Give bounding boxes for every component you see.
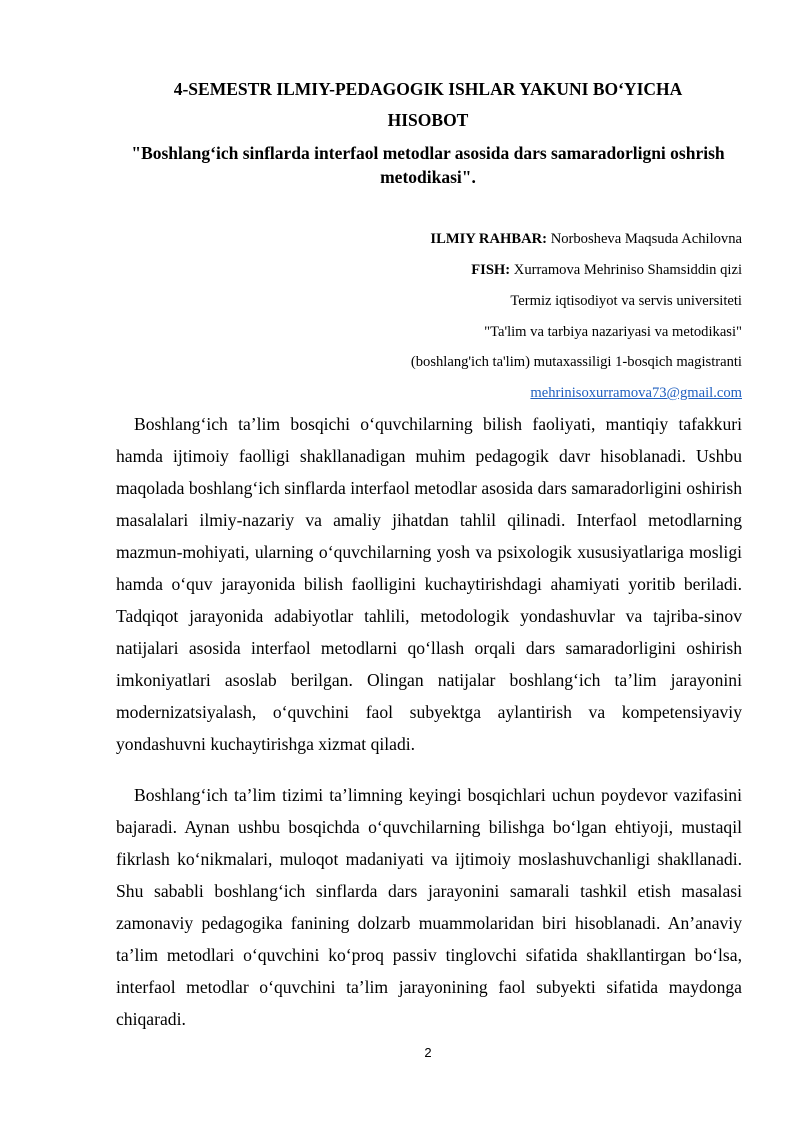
specialty-line: (boshlang'ich ta'lim) mutaxassiligi 1-bosqich magistranti: [410, 354, 742, 370]
author-name: Xurramova Mehriniso Shamsiddin qizi: [513, 262, 742, 278]
department-line: "Ta'lim va tarbiya nazariyasi va metodikasi": [484, 324, 742, 340]
university-line: Termiz iqtisodiyot va servis universiteti: [510, 293, 742, 309]
report-title-continued: HISOBOT: [387, 110, 469, 130]
email-line: [530, 384, 742, 402]
author-label: FISH:: [471, 262, 511, 278]
page-number: 2: [424, 1045, 432, 1060]
author-line: [471, 261, 742, 279]
supervisor-line: [430, 230, 742, 248]
body-paragraph-1: Boshlang‘ich ta’lim bosqichi o‘quvchilarning bilish faoliyati, mantiqiy tafakkuri hamda ijtimoiy faolligi shakllanadigan muhim pedagogik davr hisoblanadi. Ushbu maqolada boshlang‘ich sinflarda interfaol metodlar asosida dars samaradorligini oshirish masalalari ilmiy-nazariy va amaliy jihatdan tahlil qilinadi. Interfaol metodlarning mazmun-mohiyati, ularning o‘quvchilarning yosh va psixologik xususiyatlariga mosligi hamda o‘quv jarayonida bilish faolligini kuchaytirishdagi ahamiyati yoritib beriladi. Tadqiqot jarayonida adabiyotlar tahlili, metodologik yondashuvlar va tajriba-sinov natijalari asosida interfaol metodlarni qo‘llash orqali dars samaradorligini oshirish imkoniyatlari asoslab berilgan. Olingan natijalar boshlang‘ich ta’lim jarayonini modernizatsiyalash, o‘quvchini faol subyektga aylantirish va kompetensiyaviy yondashuvni kuchaytirishga xizmat qiladi.: [116, 414, 742, 754]
email-link[interactable]: mehrinisoxurramova73@gmail.com: [530, 385, 742, 401]
report-title: 4-SEMESTR ILMIY-PEDAGOGIK ISHLAR YAKUNI BO‘YICHA: [173, 79, 683, 99]
supervisor-label: ILMIY RAHBAR:: [430, 231, 548, 247]
report-subtitle: "Boshlang‘ich sinflarda interfaol metodlar asosida dars samaradorligni oshrish metodikasi".: [131, 143, 725, 187]
supervisor-name: Norbosheva Maqsuda Achilovna: [550, 231, 742, 247]
body-paragraph-2: Boshlang‘ich ta’lim tizimi ta’limning keyingi bosqichlari uchun poydevor vazifasini bajaradi. Aynan ushbu bosqichda o‘quvchilarning bilishga bo‘lgan ehtiyoji, mustaqil fikrlash ko‘nikmalari, muloqot madaniyati va ijtimoiy moslashuvchanligi shakllanadi. Shu sababli boshlang‘ich sinflarda dars jarayonini samarali tashkil etish masalasi zamonaviy pedagogika fanining dolzarb muammolaridan biri hisoblanadi. An’anaviy ta’lim metodlari o‘quvchini ko‘proq passiv tinglovchi sifatida shakllantirgan bo‘lsa, interfaol metodlar o‘quvchini ta’lim jarayonining faol subyekti sifatida maydonga chiqaradi.: [116, 785, 742, 1029]
